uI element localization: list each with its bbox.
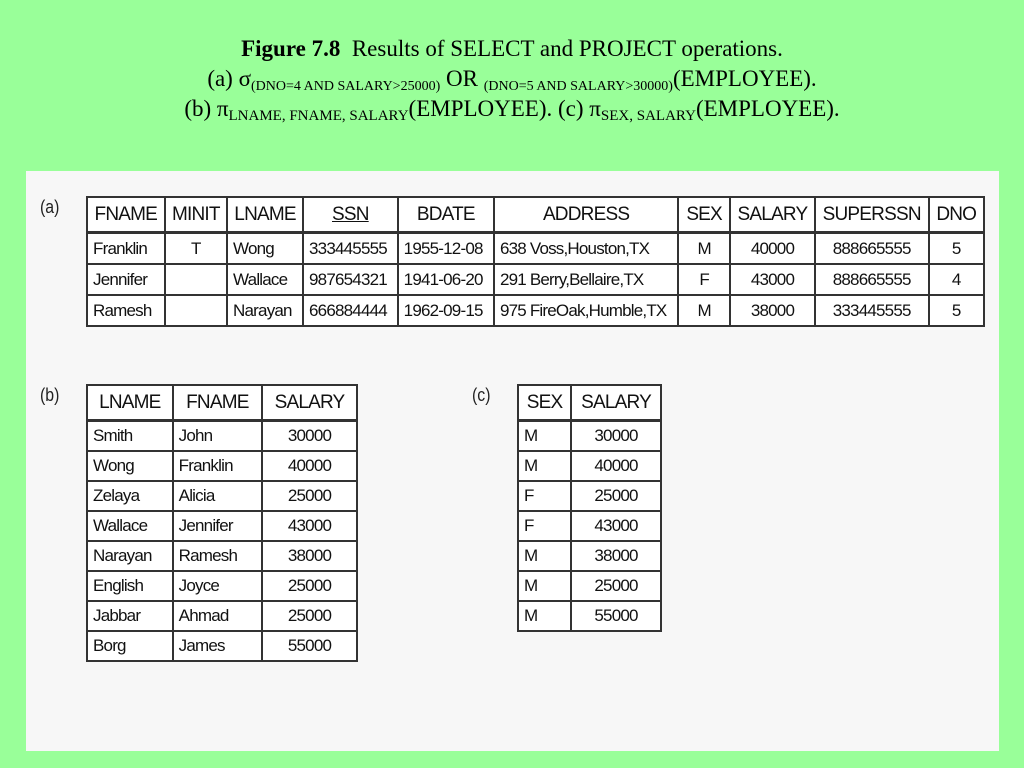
column-header: SEX — [518, 385, 571, 421]
figure-label: Figure 7.8 — [241, 36, 341, 61]
table-cell: 40000 — [262, 451, 357, 481]
pi-symbol-1: π — [216, 96, 229, 121]
table-row — [518, 541, 661, 571]
table-cell: 25000 — [262, 571, 357, 601]
table-cell: Wong — [227, 233, 303, 265]
table-cell: 4 — [929, 264, 984, 295]
table-cell: Jennifer — [173, 511, 262, 541]
table-cell: 888665555 — [815, 233, 929, 265]
table-cell: Franklin — [173, 451, 262, 481]
table-row — [518, 421, 661, 452]
table-row — [87, 264, 984, 295]
table-cell: F — [518, 481, 571, 511]
table-cell: 5 — [929, 295, 984, 326]
table-row — [518, 511, 661, 541]
table-cell: James — [173, 631, 262, 661]
table-cell: 25000 — [262, 601, 357, 631]
table-row — [87, 511, 357, 541]
table-cell: 333445555 — [815, 295, 929, 326]
table-cell: T — [165, 233, 227, 265]
table-cell: 888665555 — [815, 264, 929, 295]
caption-line-2 — [0, 64, 1024, 94]
or-operator: OR — [440, 66, 484, 91]
table-cell: 25000 — [571, 481, 661, 511]
table-cell: 40000 — [730, 233, 815, 265]
line3-suffix: (EMPLOYEE). — [695, 96, 840, 121]
column-header: ADDRESS — [494, 197, 678, 233]
table-row — [87, 571, 357, 601]
column-header: SALARY — [262, 385, 357, 421]
line3-prefix: (b) — [184, 96, 217, 121]
table-cell: Ahmad — [173, 601, 262, 631]
table-cell: M — [518, 571, 571, 601]
table-cell: M — [678, 295, 730, 326]
table-cell: English — [87, 571, 173, 601]
table-cell: 38000 — [571, 541, 661, 571]
table-row — [87, 451, 357, 481]
table-cell: Zelaya — [87, 481, 173, 511]
table-cell: 30000 — [571, 421, 661, 452]
select-condition-2: (DNO=5 AND SALARY>30000) — [483, 79, 673, 94]
caption-text: Results of SELECT and PROJECT operations. — [351, 36, 783, 61]
table-cell: 55000 — [262, 631, 357, 661]
select-condition-1: (DNO=4 AND SALARY>25000) — [251, 79, 441, 94]
part-a-label: (a) — [40, 197, 60, 217]
table-row — [87, 541, 357, 571]
table-cell: Jennifer — [87, 264, 165, 295]
table-header-row — [518, 385, 661, 421]
column-header: SSN — [303, 197, 398, 233]
column-header: SALARY — [730, 197, 815, 233]
table-cell: 38000 — [730, 295, 815, 326]
table-cell: Narayan — [87, 541, 173, 571]
table-cell: M — [518, 451, 571, 481]
figure-caption — [0, 34, 1024, 124]
table-cell: 1962-09-15 — [398, 295, 494, 326]
table-row — [87, 601, 357, 631]
table-cell: M — [678, 233, 730, 265]
table-cell: Wong — [87, 451, 173, 481]
project-attrs-2: SEX, SALARY — [600, 108, 696, 124]
table-cell: Wallace — [87, 511, 173, 541]
table-cell: 25000 — [262, 481, 357, 511]
table-cell: 638 Voss,Houston,TX — [494, 233, 678, 265]
table-cell: Joyce — [173, 571, 262, 601]
table-cell: Alicia — [173, 481, 262, 511]
table-cell: 55000 — [571, 601, 661, 631]
table-cell: Jabbar — [87, 601, 173, 631]
table-cell: Ramesh — [173, 541, 262, 571]
table-cell: Smith — [87, 421, 173, 452]
result-table-b — [86, 384, 358, 662]
pi-symbol-2: π — [589, 96, 601, 121]
table-cell: 987654321 — [303, 264, 398, 295]
table-cell: Borg — [87, 631, 173, 661]
table-row — [87, 295, 984, 326]
table-row — [518, 571, 661, 601]
column-header: DNO — [929, 197, 984, 233]
table-cell: M — [518, 601, 571, 631]
line2-suffix: (EMPLOYEE). — [672, 66, 817, 91]
table-cell: 975 FireOak,Humble,TX — [494, 295, 678, 326]
caption-line-1 — [0, 34, 1024, 64]
table-cell: 1955-12-08 — [398, 233, 494, 265]
table-cell: 291 Berry,Bellaire,TX — [494, 264, 678, 295]
table-cell: 43000 — [262, 511, 357, 541]
part-c-label: (c) — [472, 385, 491, 405]
figure-panel — [26, 171, 999, 751]
table-cell: 43000 — [730, 264, 815, 295]
table-cell: F — [678, 264, 730, 295]
table-cell: 30000 — [262, 421, 357, 452]
column-header: LNAME — [87, 385, 173, 421]
table-cell: M — [518, 541, 571, 571]
table-row — [87, 421, 357, 452]
table-cell: 1941-06-20 — [398, 264, 494, 295]
sigma-symbol: σ — [238, 66, 251, 91]
column-header: SEX — [678, 197, 730, 233]
result-table-a — [86, 196, 985, 327]
table-row — [518, 451, 661, 481]
table-row — [518, 601, 661, 631]
table-row — [518, 481, 661, 511]
column-header: SUPERSSN — [815, 197, 929, 233]
table-row — [87, 481, 357, 511]
table-cell: 666884444 — [303, 295, 398, 326]
table-cell: John — [173, 421, 262, 452]
column-header: LNAME — [227, 197, 303, 233]
table-cell: Wallace — [227, 264, 303, 295]
table-cell: F — [518, 511, 571, 541]
table-cell: 25000 — [571, 571, 661, 601]
table-cell: 38000 — [262, 541, 357, 571]
column-header: MINIT — [165, 197, 227, 233]
table-cell: 5 — [929, 233, 984, 265]
table-row — [87, 631, 357, 661]
table-cell: Franklin — [87, 233, 165, 265]
part-b-label: (b) — [40, 385, 60, 405]
table-cell: 43000 — [571, 511, 661, 541]
caption-line-3 — [0, 94, 1024, 124]
table-cell — [165, 264, 227, 295]
column-header: FNAME — [87, 197, 165, 233]
table-cell: Ramesh — [87, 295, 165, 326]
table-cell — [165, 295, 227, 326]
table-row — [87, 233, 984, 265]
column-header: SALARY — [571, 385, 661, 421]
column-header: BDATE — [398, 197, 494, 233]
line2-prefix: (a) — [207, 66, 239, 91]
table-header-row — [87, 197, 984, 233]
result-table-c — [517, 384, 662, 632]
table-cell: Narayan — [227, 295, 303, 326]
column-header: FNAME — [173, 385, 262, 421]
table-header-row — [87, 385, 357, 421]
table-cell: 40000 — [571, 451, 661, 481]
project-attrs-1: LNAME, FNAME, SALARY — [228, 108, 409, 124]
table-cell: M — [518, 421, 571, 452]
table-cell: 333445555 — [303, 233, 398, 265]
line3-mid: (EMPLOYEE). (c) — [408, 96, 590, 121]
